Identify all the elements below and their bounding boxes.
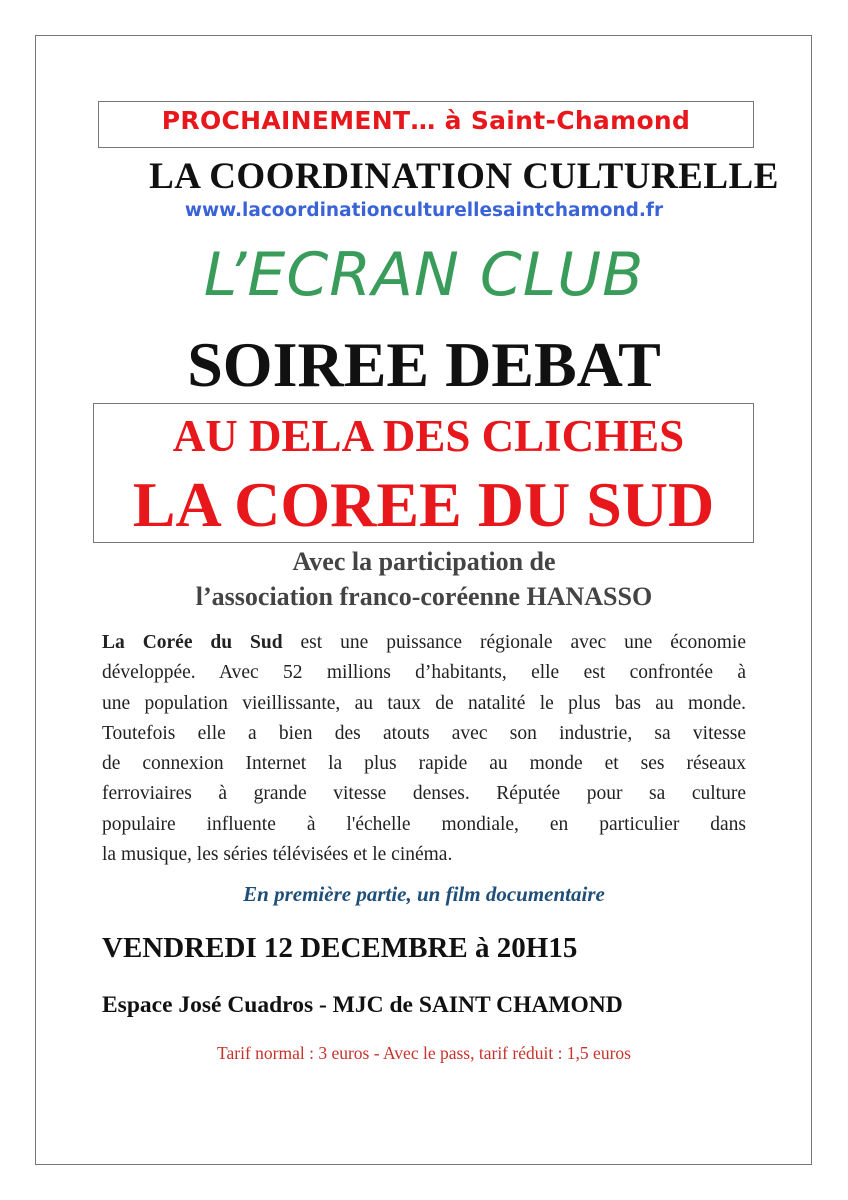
banner-text: PROCHAINEMENT… à Saint-Chamond bbox=[161, 106, 691, 135]
first-part-note: En première partie, un film documentaire bbox=[243, 882, 605, 906]
website-link[interactable]: www.lacoordinationculturellesaintchamond.fr bbox=[184, 200, 664, 221]
description-line: La Corée du Sud est une puissance régionale avec une économie bbox=[102, 632, 746, 653]
event-venue: Espace José Cuadros - MJC de SAINT CHAMOND bbox=[102, 992, 623, 1018]
description-lead: La Corée du Sud bbox=[102, 632, 283, 653]
description-line: une population vieillissante, au taux de natalité le plus bas au monde. bbox=[102, 692, 746, 714]
pricing: Tarif normal : 3 euros - Avec le pass, tarif réduit : 1,5 euros bbox=[217, 1043, 631, 1063]
description-line: ferroviaires à grande vitesse denses. Réputée pour sa culture bbox=[102, 783, 746, 805]
participation-line2: l’association franco-coréenne HANASSO bbox=[195, 582, 653, 611]
description-line: Toutefois elle a bien des atouts avec son industrie, sa vitesse bbox=[102, 722, 746, 744]
club-title: L’ECRAN CLUB bbox=[203, 240, 645, 310]
participation-line1: Avec la participation de bbox=[292, 547, 556, 576]
event-title-line2: LA COREE DU SUD bbox=[132, 469, 715, 540]
description-line: la musique, les séries télévisées et le cinéma. bbox=[102, 844, 453, 866]
event-title-line1: AU DELA DES CLICHES bbox=[172, 411, 685, 461]
description-paragraph bbox=[102, 628, 746, 870]
event-type: SOIREE DEBAT bbox=[187, 329, 661, 400]
description-line: populaire influente à l'échelle mondiale, en particulier dans bbox=[102, 813, 746, 835]
organization-name: LA COORDINATION CULTURELLE bbox=[149, 156, 779, 197]
description-line: développée. Avec 52 millions d’habitants, elle est confrontée à bbox=[102, 662, 746, 684]
event-datetime: VENDREDI 12 DECEMBRE à 20H15 bbox=[102, 932, 578, 964]
description-line: de connexion Internet la plus rapide au monde et ses réseaux bbox=[102, 753, 746, 775]
